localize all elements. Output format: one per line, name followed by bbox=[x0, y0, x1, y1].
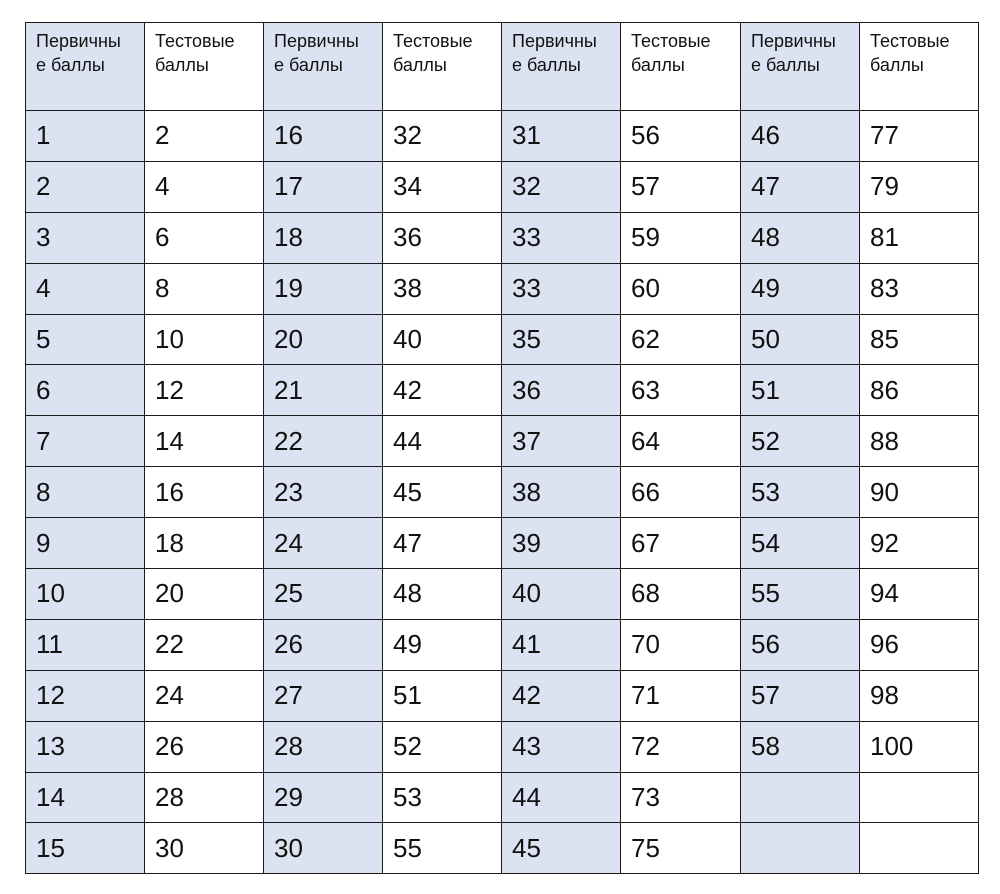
test-score-cell: 53 bbox=[383, 772, 502, 823]
test-score-cell: 96 bbox=[860, 619, 979, 670]
test-score-cell: 71 bbox=[621, 670, 741, 721]
test-score-cell: 20 bbox=[145, 569, 264, 620]
primary-score-cell: 40 bbox=[502, 569, 621, 620]
test-score-cell: 81 bbox=[860, 212, 979, 263]
primary-score-cell: 44 bbox=[502, 772, 621, 823]
test-score-cell bbox=[860, 772, 979, 823]
table-row bbox=[26, 569, 979, 620]
primary-score-cell: 37 bbox=[502, 416, 621, 467]
test-score-cell: 90 bbox=[860, 467, 979, 518]
table-row bbox=[26, 467, 979, 518]
test-score-cell: 38 bbox=[383, 263, 502, 314]
table-row bbox=[26, 823, 979, 874]
primary-score-cell: 7 bbox=[26, 416, 145, 467]
primary-score-cell: 20 bbox=[264, 314, 383, 365]
test-score-cell: 12 bbox=[145, 365, 264, 416]
primary-score-cell: 48 bbox=[741, 212, 860, 263]
test-score-cell: 94 bbox=[860, 569, 979, 620]
primary-score-cell: 51 bbox=[741, 365, 860, 416]
test-score-cell: 16 bbox=[145, 467, 264, 518]
primary-score-cell: 25 bbox=[264, 569, 383, 620]
header-primary-scores-2: Первичны е баллы bbox=[264, 23, 383, 111]
header-row bbox=[26, 23, 979, 111]
test-score-cell: 79 bbox=[860, 161, 979, 212]
test-score-cell: 92 bbox=[860, 518, 979, 569]
test-score-cell: 14 bbox=[145, 416, 264, 467]
table-row bbox=[26, 416, 979, 467]
primary-score-cell: 45 bbox=[502, 823, 621, 874]
primary-score-cell: 26 bbox=[264, 619, 383, 670]
primary-score-cell: 55 bbox=[741, 569, 860, 620]
test-score-cell: 59 bbox=[621, 212, 741, 263]
primary-score-cell: 47 bbox=[741, 161, 860, 212]
test-score-cell: 34 bbox=[383, 161, 502, 212]
primary-score-cell: 31 bbox=[502, 111, 621, 162]
test-score-cell: 98 bbox=[860, 670, 979, 721]
primary-score-cell: 50 bbox=[741, 314, 860, 365]
test-score-cell: 24 bbox=[145, 670, 264, 721]
test-score-cell: 40 bbox=[383, 314, 502, 365]
primary-score-cell: 49 bbox=[741, 263, 860, 314]
primary-score-cell: 3 bbox=[26, 212, 145, 263]
test-score-cell: 49 bbox=[383, 619, 502, 670]
table-row bbox=[26, 161, 979, 212]
primary-score-cell: 9 bbox=[26, 518, 145, 569]
test-score-cell: 62 bbox=[621, 314, 741, 365]
header-primary-scores-4: Первичны е баллы bbox=[741, 23, 860, 111]
test-score-cell: 44 bbox=[383, 416, 502, 467]
primary-score-cell: 29 bbox=[264, 772, 383, 823]
primary-score-cell bbox=[741, 823, 860, 874]
test-score-cell: 4 bbox=[145, 161, 264, 212]
table-row bbox=[26, 518, 979, 569]
table-row bbox=[26, 365, 979, 416]
test-score-cell: 56 bbox=[621, 111, 741, 162]
test-score-cell: 48 bbox=[383, 569, 502, 620]
primary-score-cell: 23 bbox=[264, 467, 383, 518]
test-score-cell: 85 bbox=[860, 314, 979, 365]
test-score-cell: 75 bbox=[621, 823, 741, 874]
primary-score-cell: 22 bbox=[264, 416, 383, 467]
test-score-cell: 45 bbox=[383, 467, 502, 518]
primary-score-cell: 21 bbox=[264, 365, 383, 416]
primary-score-cell: 27 bbox=[264, 670, 383, 721]
primary-score-cell: 16 bbox=[264, 111, 383, 162]
primary-score-cell: 2 bbox=[26, 161, 145, 212]
primary-score-cell: 19 bbox=[264, 263, 383, 314]
table-body bbox=[26, 23, 979, 874]
table-row bbox=[26, 619, 979, 670]
primary-score-cell: 39 bbox=[502, 518, 621, 569]
primary-score-cell: 14 bbox=[26, 772, 145, 823]
primary-score-cell: 32 bbox=[502, 161, 621, 212]
header-test-scores-4: Тестовые баллы bbox=[860, 23, 979, 111]
test-score-cell: 64 bbox=[621, 416, 741, 467]
table-row bbox=[26, 670, 979, 721]
header-test-scores-3: Тестовые баллы bbox=[621, 23, 741, 111]
primary-score-cell: 35 bbox=[502, 314, 621, 365]
primary-score-cell: 6 bbox=[26, 365, 145, 416]
test-score-cell: 2 bbox=[145, 111, 264, 162]
test-score-cell: 18 bbox=[145, 518, 264, 569]
primary-score-cell: 10 bbox=[26, 569, 145, 620]
test-score-cell: 36 bbox=[383, 212, 502, 263]
primary-score-cell: 4 bbox=[26, 263, 145, 314]
primary-score-cell: 13 bbox=[26, 721, 145, 772]
test-score-cell: 42 bbox=[383, 365, 502, 416]
primary-score-cell: 57 bbox=[741, 670, 860, 721]
header-test-scores-1: Тестовые баллы bbox=[145, 23, 264, 111]
primary-score-cell: 11 bbox=[26, 619, 145, 670]
test-score-cell: 6 bbox=[145, 212, 264, 263]
primary-score-cell: 24 bbox=[264, 518, 383, 569]
table-row bbox=[26, 721, 979, 772]
primary-score-cell bbox=[741, 772, 860, 823]
test-score-cell: 72 bbox=[621, 721, 741, 772]
test-score-cell: 100 bbox=[860, 721, 979, 772]
test-score-cell: 10 bbox=[145, 314, 264, 365]
primary-score-cell: 36 bbox=[502, 365, 621, 416]
primary-score-cell: 12 bbox=[26, 670, 145, 721]
primary-score-cell: 33 bbox=[502, 212, 621, 263]
primary-score-cell: 1 bbox=[26, 111, 145, 162]
primary-score-cell: 54 bbox=[741, 518, 860, 569]
primary-score-cell: 8 bbox=[26, 467, 145, 518]
test-score-cell: 26 bbox=[145, 721, 264, 772]
primary-score-cell: 17 bbox=[264, 161, 383, 212]
header-test-scores-2: Тестовые баллы bbox=[383, 23, 502, 111]
primary-score-cell: 5 bbox=[26, 314, 145, 365]
primary-score-cell: 43 bbox=[502, 721, 621, 772]
test-score-cell: 47 bbox=[383, 518, 502, 569]
test-score-cell: 60 bbox=[621, 263, 741, 314]
primary-score-cell: 58 bbox=[741, 721, 860, 772]
table-row bbox=[26, 111, 979, 162]
primary-score-cell: 28 bbox=[264, 721, 383, 772]
primary-score-cell: 30 bbox=[264, 823, 383, 874]
primary-score-cell: 42 bbox=[502, 670, 621, 721]
test-score-cell: 32 bbox=[383, 111, 502, 162]
test-score-cell: 67 bbox=[621, 518, 741, 569]
test-score-cell: 30 bbox=[145, 823, 264, 874]
test-score-cell: 73 bbox=[621, 772, 741, 823]
header-primary-scores-1: Первичны е баллы bbox=[26, 23, 145, 111]
primary-score-cell: 53 bbox=[741, 467, 860, 518]
test-score-cell: 66 bbox=[621, 467, 741, 518]
primary-score-cell: 46 bbox=[741, 111, 860, 162]
test-score-cell: 51 bbox=[383, 670, 502, 721]
primary-score-cell: 15 bbox=[26, 823, 145, 874]
test-score-cell: 77 bbox=[860, 111, 979, 162]
table-row bbox=[26, 212, 979, 263]
primary-score-cell: 18 bbox=[264, 212, 383, 263]
primary-score-cell: 38 bbox=[502, 467, 621, 518]
table-row bbox=[26, 263, 979, 314]
primary-score-cell: 52 bbox=[741, 416, 860, 467]
test-score-cell: 88 bbox=[860, 416, 979, 467]
test-score-cell: 8 bbox=[145, 263, 264, 314]
test-score-cell: 28 bbox=[145, 772, 264, 823]
test-score-cell: 86 bbox=[860, 365, 979, 416]
table-row bbox=[26, 772, 979, 823]
header-primary-scores-3: Первичны е баллы bbox=[502, 23, 621, 111]
test-score-cell: 70 bbox=[621, 619, 741, 670]
primary-score-cell: 56 bbox=[741, 619, 860, 670]
test-score-cell: 57 bbox=[621, 161, 741, 212]
test-score-cell: 68 bbox=[621, 569, 741, 620]
primary-score-cell: 33 bbox=[502, 263, 621, 314]
test-score-cell: 63 bbox=[621, 365, 741, 416]
test-score-cell bbox=[860, 823, 979, 874]
test-score-cell: 83 bbox=[860, 263, 979, 314]
primary-score-cell: 41 bbox=[502, 619, 621, 670]
test-score-cell: 22 bbox=[145, 619, 264, 670]
test-score-cell: 55 bbox=[383, 823, 502, 874]
test-score-cell: 52 bbox=[383, 721, 502, 772]
score-conversion-table bbox=[25, 22, 979, 874]
table-row bbox=[26, 314, 979, 365]
